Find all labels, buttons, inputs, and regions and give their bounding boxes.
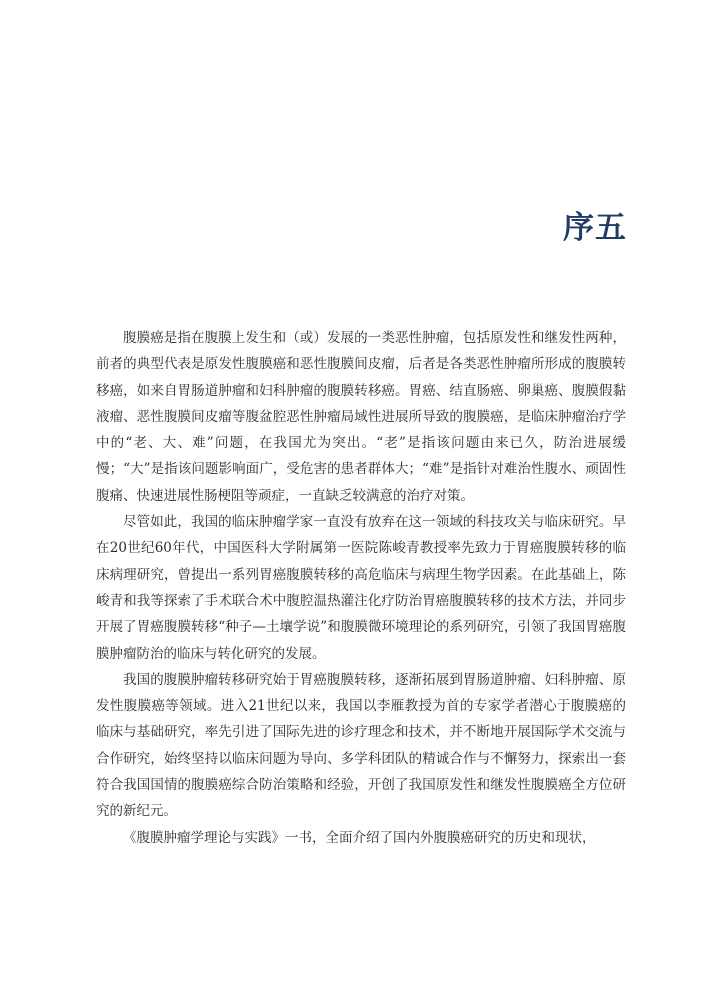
paragraph-3: 我国的腹膜肿瘤转移研究始于胃癌腹膜转移，逐渐拓展到胃肠道肿瘤、妇科肿瘤、原发性腹膜癌等领域。进入21世纪以来，我国以李雁教授为首的专家学者潜心于腹膜癌的临床与基础研究，率先引进了国际先进的诊疗理念和技术，并不断地开展国际学术交流与合作研究，始终坚持以临床问题为导向、多学科团队的精诚合作与不懈努力，探索出一套符合我国国情的腹膜癌综合防治策略和经验，开创了我国原发性和继发性腹膜癌全方位研究的新纪元。 bbox=[96, 671, 626, 820]
body-text bbox=[96, 325, 626, 851]
paragraph-1: 腹膜癌是指在腹膜上发生和（或）发展的一类恶性肿瘤，包括原发性和继发性两种，前者的典型代表是原发性腹膜癌和恶性腹膜间皮瘤，后者是各类恶性肿瘤所形成的腹膜转移癌，如来自胃肠道肿瘤和妇科肿瘤的腹膜转移癌。胃癌、结直肠癌、卵巢癌、腹膜假黏液瘤、恶性腹膜间皮瘤等腹盆腔恶性肿瘤局域性进展所导致的腹膜癌，是临床肿瘤治疗学中的“老、大、难”问题，在我国尤为突出。“老”是指该问题由来已久，防治进展缓慢；“大”是指该问题影响面广，受危害的患者群体大；“难”是指针对难治性腹水、顽固性腹痛、快速进展性肠梗阻等顽症，一直缺乏较满意的治疗对策。 bbox=[96, 330, 626, 504]
paragraph-4: 《腹膜肿瘤学理论与实践》一书，全面介绍了国内外腹膜癌研究的历史和现状， bbox=[123, 829, 596, 846]
paragraph-2: 尽管如此，我国的临床肿瘤学家一直没有放弃在这一领域的科技攻关与临床研究。早在20世纪60年代，中国医科大学附属第一医院陈峻青教授率先致力于胃癌腹膜转移的临床病理研究，曾提出一系列胃癌腹膜转移的高危临床与病理生物学因素。在此基础上，陈峻青和我等探索了手术联合术中腹腔温热灌注化疗防治胃癌腹膜转移的技术方法，并同步开展了胃癌腹膜转移“种子—土壤学说”和腹膜微环境理论的系列研究，引领了我国胃癌腹膜肿瘤防治的临床与转化研究的发展。 bbox=[96, 514, 626, 662]
page-title: 序五 bbox=[563, 210, 627, 246]
